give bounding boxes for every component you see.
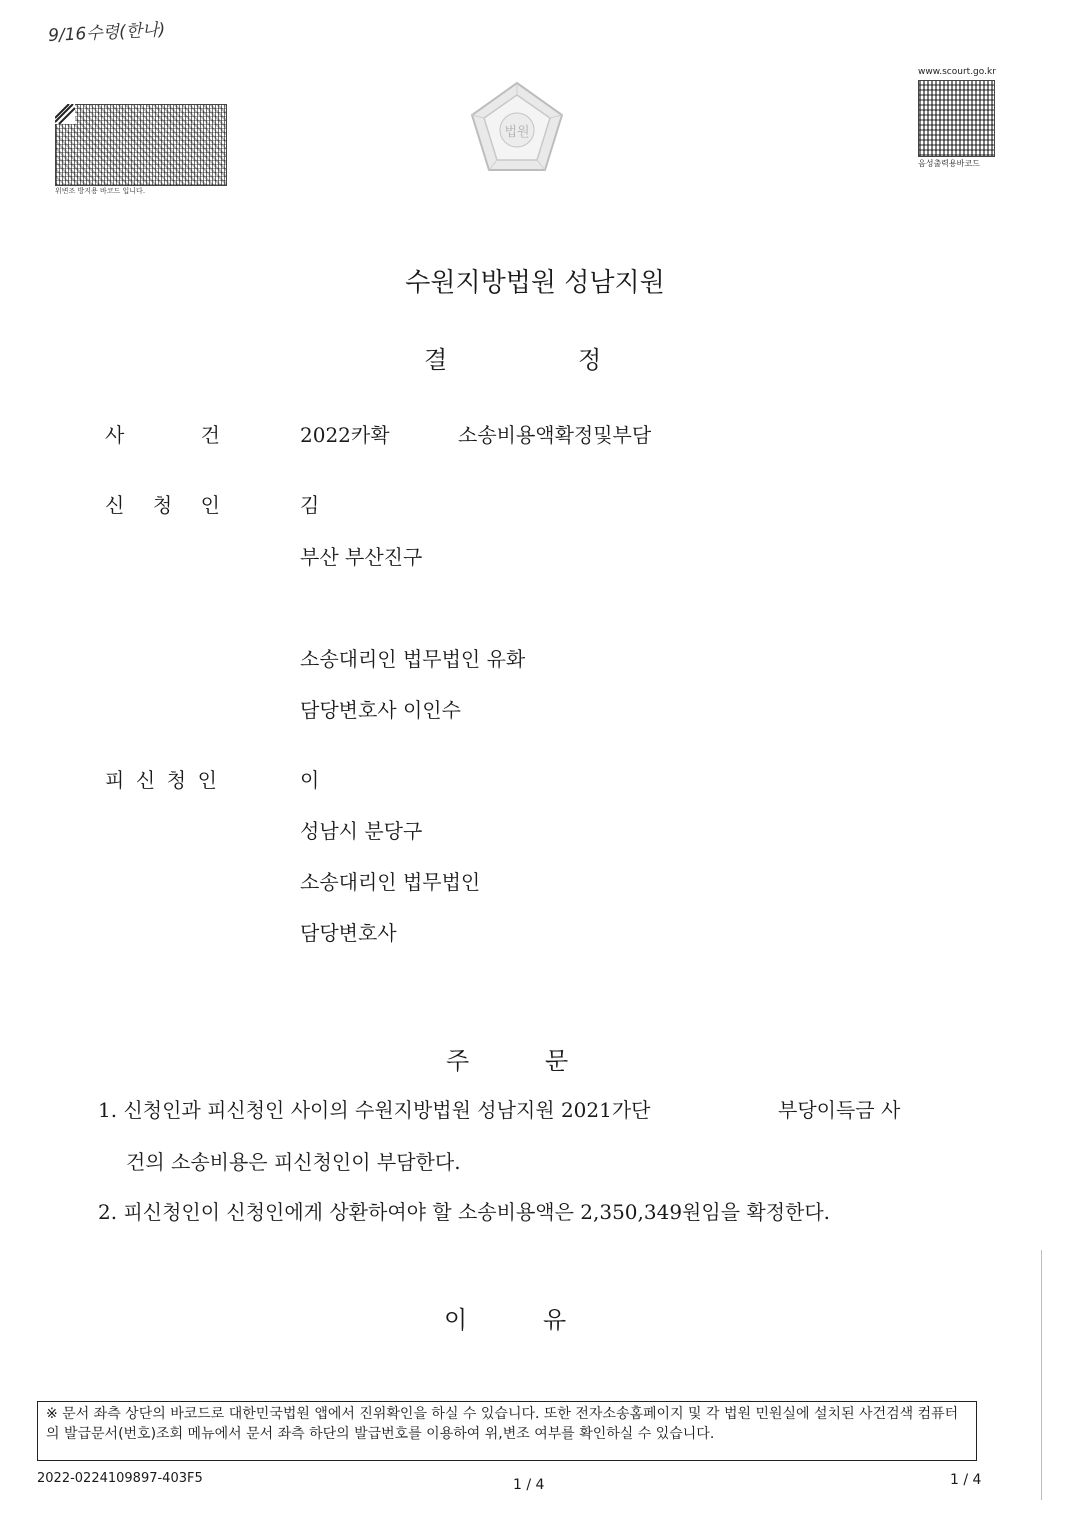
applicant-label (105, 489, 220, 518)
handwritten-note: 9/16수령(한나) (47, 19, 166, 47)
reason-heading-char-1: 이 (444, 1306, 468, 1334)
order-item-1-line1: 1. 신청인과 피신청인 사이의 수원지방법원 성남지원 2021가단 (98, 1098, 651, 1122)
respondent-label-char-3: 청 (166, 768, 187, 792)
applicant-label-char-3: 인 (200, 493, 220, 517)
qr-caption: 음성출력용바코드 (918, 159, 980, 168)
case-number: 2022카확 (300, 423, 390, 447)
order-item-1 (98, 1084, 928, 1188)
seal-text: 법원 (504, 125, 530, 140)
order-item-1-line1-tail: 부당이득금 사 (778, 1098, 901, 1122)
applicant-label-char-1: 신 (105, 493, 125, 517)
respondent-name: 이 (300, 768, 320, 792)
applicant-lawyer: 담당변호사 이인수 (300, 698, 461, 722)
applicant-name: 김 (300, 493, 320, 517)
applicant-agent: 소송대리인 법무법인 유화 (300, 647, 526, 671)
page-number-center: 1 / 4 (513, 1477, 545, 1493)
case-name: 소송비용액확정및부담 (458, 423, 652, 447)
document-title-char-2: 정 (578, 346, 602, 374)
voice-output-qr-code (918, 80, 995, 157)
scan-edge-line (1041, 1250, 1042, 1500)
anti-forgery-barcode (55, 104, 227, 186)
order-item-2 (98, 1186, 928, 1238)
document-number: 2022-0224109897-403F5 (37, 1471, 203, 1486)
respondent-label (105, 764, 217, 793)
applicant-label-char-2: 청 (152, 493, 173, 517)
document-title (0, 340, 1070, 374)
case-label-char-1: 사 (105, 423, 125, 447)
order-item-1-line2: 건의 소송비용은 피신청인이 부담한다. (126, 1150, 461, 1174)
order-heading-char-2: 문 (545, 1047, 569, 1075)
order-heading-char-1: 주 (446, 1047, 470, 1075)
respondent-address: 성남시 분당구 (300, 819, 423, 843)
reason-heading-char-2: 유 (543, 1306, 567, 1334)
respondent-lawyer: 담당변호사 (300, 921, 397, 945)
order-item-2-line1: 2. 피신청인이 신청인에게 상환하여야 할 소송비용액은 2,350,349원임을 확정한다. (98, 1200, 831, 1224)
verification-notice: ※ 문서 좌측 상단의 바코드로 대한민국법원 앱에서 진위확인을 하실 수 있습니다. 또한 전자소송홈페이지 및 각 법원 민원실에 설치된 사건검색 컴퓨터의 발급문서(번호)조회 메뉴에서 문서 좌측 하단의 발급번호를 이용하여 위,변조 여부를 확인하실 수 있습니다. (37, 1401, 977, 1461)
applicant-address: 부산 부산진구 (300, 545, 423, 569)
case-label (105, 419, 220, 448)
court-seal-icon (467, 80, 567, 175)
barcode-caption: 위변조 방지용 바코드 입니다. (55, 187, 146, 195)
order-heading (0, 1041, 1070, 1075)
page-number-right: 1 / 4 (950, 1472, 982, 1488)
respondent-label-char-2: 신 (135, 768, 156, 792)
document-title-char-1: 결 (424, 346, 448, 374)
respondent-agent: 소송대리인 법무법인 (300, 870, 481, 894)
respondent-label-char-1: 피 (105, 768, 125, 792)
reason-heading (0, 1300, 1070, 1334)
case-label-char-2: 건 (200, 423, 220, 447)
court-name: 수원지방법원 성남지원 (405, 268, 665, 298)
barcode-corner-mark (55, 104, 75, 124)
qr-url: www.scourt.go.kr (918, 67, 996, 77)
respondent-label-char-4: 인 (197, 768, 217, 792)
